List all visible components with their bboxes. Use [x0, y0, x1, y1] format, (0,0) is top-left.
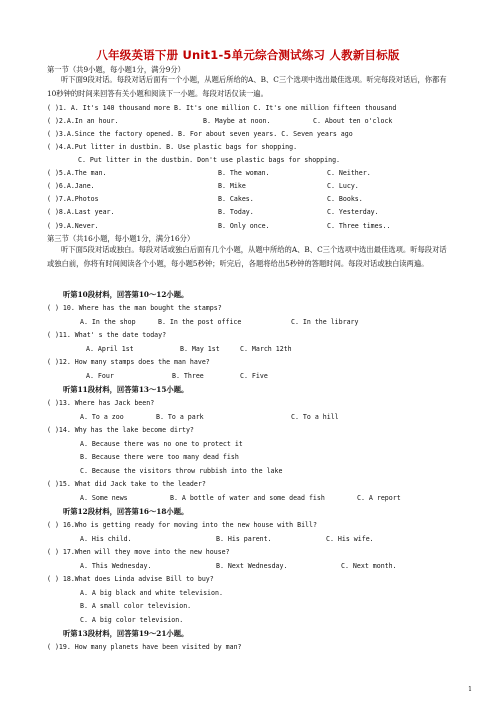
question-15-c: C. A report: [357, 494, 401, 502]
material-11-heading: 听第11段材料，回答第13～15小题。: [63, 385, 189, 394]
question-14-c: C. Because the visitors throw rubbish into the lake: [80, 467, 283, 475]
question-2-b: B. Maybe at noon.: [203, 117, 271, 125]
question-17-a: A. This Wednesday.: [80, 562, 152, 570]
question-18-a: A. A big black and white television.: [80, 589, 223, 597]
material-10-heading: 听第10段材料，回答第10～12小题。: [63, 290, 189, 299]
question-8-c: C. Yesterday.: [327, 208, 379, 216]
question-5-c: C. Neither.: [327, 169, 371, 177]
question-6: ( )6.A.Jane.: [47, 182, 95, 190]
section2-heading: 第三节（共16小题，每小题1分，满分16分）: [47, 234, 195, 243]
question-13: ( )13. Where has Jack been?: [47, 399, 155, 407]
question-14-b: B. Because there were too many dead fish: [80, 453, 239, 461]
page-number: 1: [468, 686, 472, 693]
material-13-heading: 听第13段材料，回答第19～21小题。: [63, 629, 189, 638]
question-5: ( )5.A.The man.: [47, 169, 107, 177]
question-15-b: B. A bottle of water and some dead fish: [170, 494, 325, 502]
question-17-b: B. Next Wednesday.: [216, 562, 288, 570]
question-7-b: B. Cakes.: [218, 195, 254, 203]
question-6-c: C. Lucy.: [327, 182, 359, 190]
question-12-c: C. Five: [240, 372, 268, 380]
question-4-c: C. Put litter in the dustbin. Don't use plastic bags for shopping.: [78, 156, 341, 164]
question-12-a: A. Four: [86, 372, 114, 380]
question-11-b: B. May 1st: [180, 345, 220, 353]
question-13-a: A. To a zoo: [80, 413, 124, 421]
question-8-b: B. Today.: [218, 208, 254, 216]
section1-heading: 第一节（共9小题，每小题1分，满分9分）: [47, 65, 185, 74]
question-14-a: A. Because there was no one to protect it: [80, 440, 243, 448]
question-1: ( )1. A. It's 140 thousand more B. It's one million C. It's one million fifteen thousand: [47, 104, 397, 112]
question-16-a: A. His child.: [80, 535, 132, 543]
question-3: ( )3.A.Since the factory opened. B. For about seven years. C. Seven years ago: [47, 130, 353, 138]
question-15: ( )15. What did Jack take to the leader?: [47, 480, 206, 488]
question-11: ( )11. What' s the date today?: [47, 331, 167, 339]
question-18-c: C. A big color television.: [80, 616, 184, 624]
question-2-c: C. About ten o'clock: [313, 117, 393, 125]
question-7: ( )7.A.Photos: [47, 195, 99, 203]
question-10: ( ) 10. Where has the man bought the stamps?: [47, 304, 222, 312]
question-12: ( )12. How many stamps does the man have?: [47, 358, 210, 366]
question-18: ( ) 18.What does Linda advise Bill to buy?: [47, 575, 214, 583]
question-5-b: B. The woman.: [218, 169, 270, 177]
question-7-c: C. Books.: [327, 195, 363, 203]
question-16: ( ) 16.Who is getting ready for moving into the new house with Bill?: [47, 521, 317, 529]
question-19: ( )19. How many planets have been visited by man?: [47, 643, 242, 651]
section1-instructions: 听下面9段对话。每段对话后面有一个小题，从题后所给的A、B、C三个选项中选出最佳选项。听完每段对话后，你都有10秒钟的时间来回答有关小题和阅读下一小题。每段对话仅读一遍。: [47, 75, 447, 98]
question-11-a: A. April 1st: [86, 345, 134, 353]
question-10-c: C. In the library: [291, 318, 359, 326]
question-4: ( )4.A.Put litter in dustbin. B. Use plastic bags for shopping.: [47, 143, 298, 151]
material-12-heading: 听第12段材料，回答第16～18小题。: [63, 507, 189, 516]
question-10-a: A. In the shop: [80, 318, 136, 326]
section2-instructions: 听下面5段对话或独白。每段对话或独白后面有几个小题，从题中所给的A、B、C三个选项中选出最佳选项。听每段对话或独白前，你将有时间阅读各个小题，每小题5秒钟；听完后，各题将给出5秒钟的答题时间。每段对话或独白读两遍。: [47, 245, 447, 268]
question-14: ( )14. Why has the lake become dirty?: [47, 426, 194, 434]
question-9-c: C. Three times..: [327, 222, 391, 230]
question-10-b: B. In the post office: [158, 318, 242, 326]
question-17-c: C. Next month.: [341, 562, 397, 570]
page-title: 八年级英语下册 Unit1-5单元综合测试练习 人教新目标版: [96, 48, 400, 62]
question-16-b: B. His parent.: [216, 535, 272, 543]
question-6-b: B. Mike: [218, 182, 246, 190]
question-18-b: B. A small color television.: [80, 602, 192, 610]
question-15-a: A. Some news: [80, 494, 128, 502]
question-2: ( )2.A.In an hour.: [47, 117, 119, 125]
question-12-b: B. Three: [172, 372, 204, 380]
question-13-b: B. To a park: [156, 413, 204, 421]
question-8: ( )8.A.Last year.: [47, 208, 115, 216]
question-11-c: C. March 12th: [240, 345, 292, 353]
question-9: ( )9.A.Never.: [47, 222, 99, 230]
question-9-b: B. Only once.: [218, 222, 270, 230]
question-13-c: C. To a hill: [291, 413, 339, 421]
question-16-c: C. His wife.: [326, 535, 374, 543]
question-17: ( ) 17.When will they move into the new house?: [47, 548, 230, 556]
